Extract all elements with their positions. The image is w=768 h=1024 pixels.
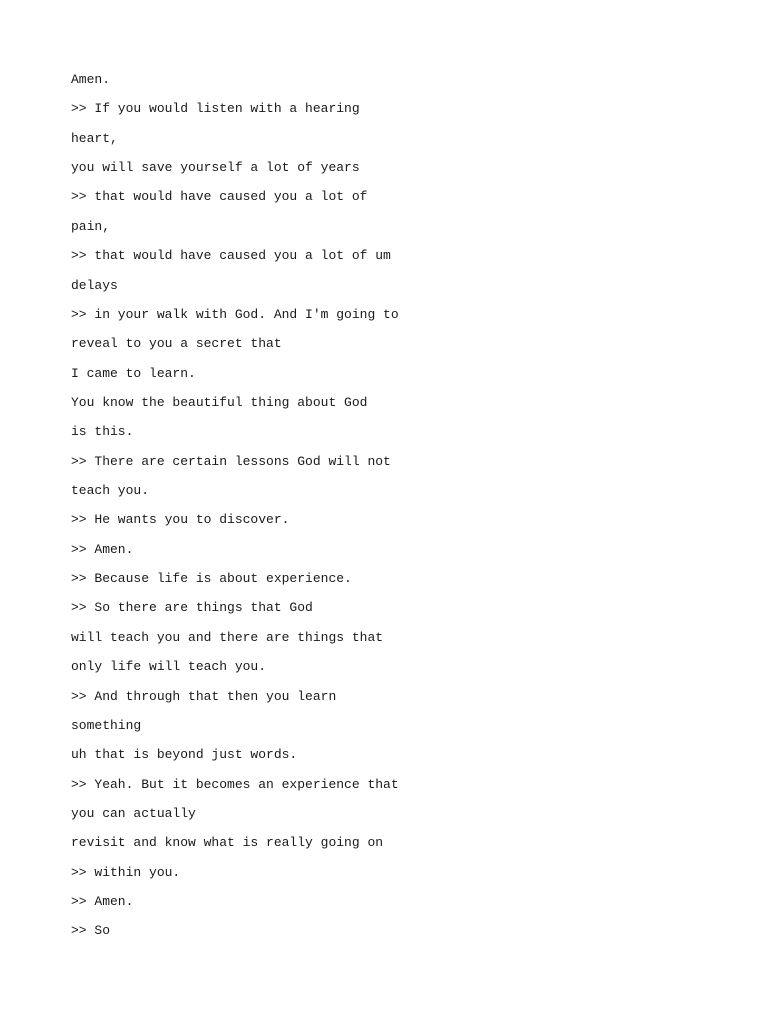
transcript-line: reveal to you a secret that	[71, 336, 282, 352]
transcript-line: pain,	[71, 218, 111, 234]
transcript-text	[71, 70, 399, 951]
transcript-line: revisit and know what is really going on	[71, 835, 384, 851]
transcript-line: >> Yeah. But it becomes an experience that	[71, 776, 399, 792]
transcript-line: >> Amen.	[71, 894, 134, 910]
transcript-line: teach you.	[71, 483, 150, 499]
transcript-line: only life will teach you.	[71, 659, 267, 675]
transcript-line: Amen.	[71, 72, 111, 87]
transcript-line: >> Because life is about experience.	[71, 571, 352, 587]
transcript-line: >> If you would listen with a hearing	[71, 101, 360, 117]
transcript-line: >> So	[71, 923, 111, 939]
transcript-line: you can actually	[71, 805, 196, 821]
transcript-line: something	[71, 717, 142, 733]
transcript-line: >> There are certain lessons God will not	[71, 453, 391, 469]
transcript-line: delays	[71, 277, 118, 293]
transcript-line: >> And through that then you learn	[71, 688, 337, 704]
transcript-line: I came to learn.	[71, 365, 196, 381]
transcript-line: you will save yourself a lot of years	[71, 160, 360, 176]
transcript-line: >> Amen.	[71, 541, 134, 557]
transcript-line: >> that would have caused you a lot of um	[71, 248, 391, 264]
transcript-line: >> in your walk with God. And I'm going to	[71, 306, 399, 322]
transcript-line: >> He wants you to discover.	[71, 512, 290, 528]
transcript-line: uh that is beyond just words.	[71, 747, 298, 763]
transcript-line: >> within you.	[71, 864, 181, 880]
transcript-line: is this.	[71, 424, 134, 440]
transcript-line: will teach you and there are things that	[71, 629, 384, 645]
transcript-line: You know the beautiful thing about God	[71, 394, 368, 410]
transcript-line: >> So there are things that God	[71, 600, 313, 616]
transcript-line: heart,	[71, 130, 118, 146]
transcript-line: >> that would have caused you a lot of	[71, 189, 368, 205]
